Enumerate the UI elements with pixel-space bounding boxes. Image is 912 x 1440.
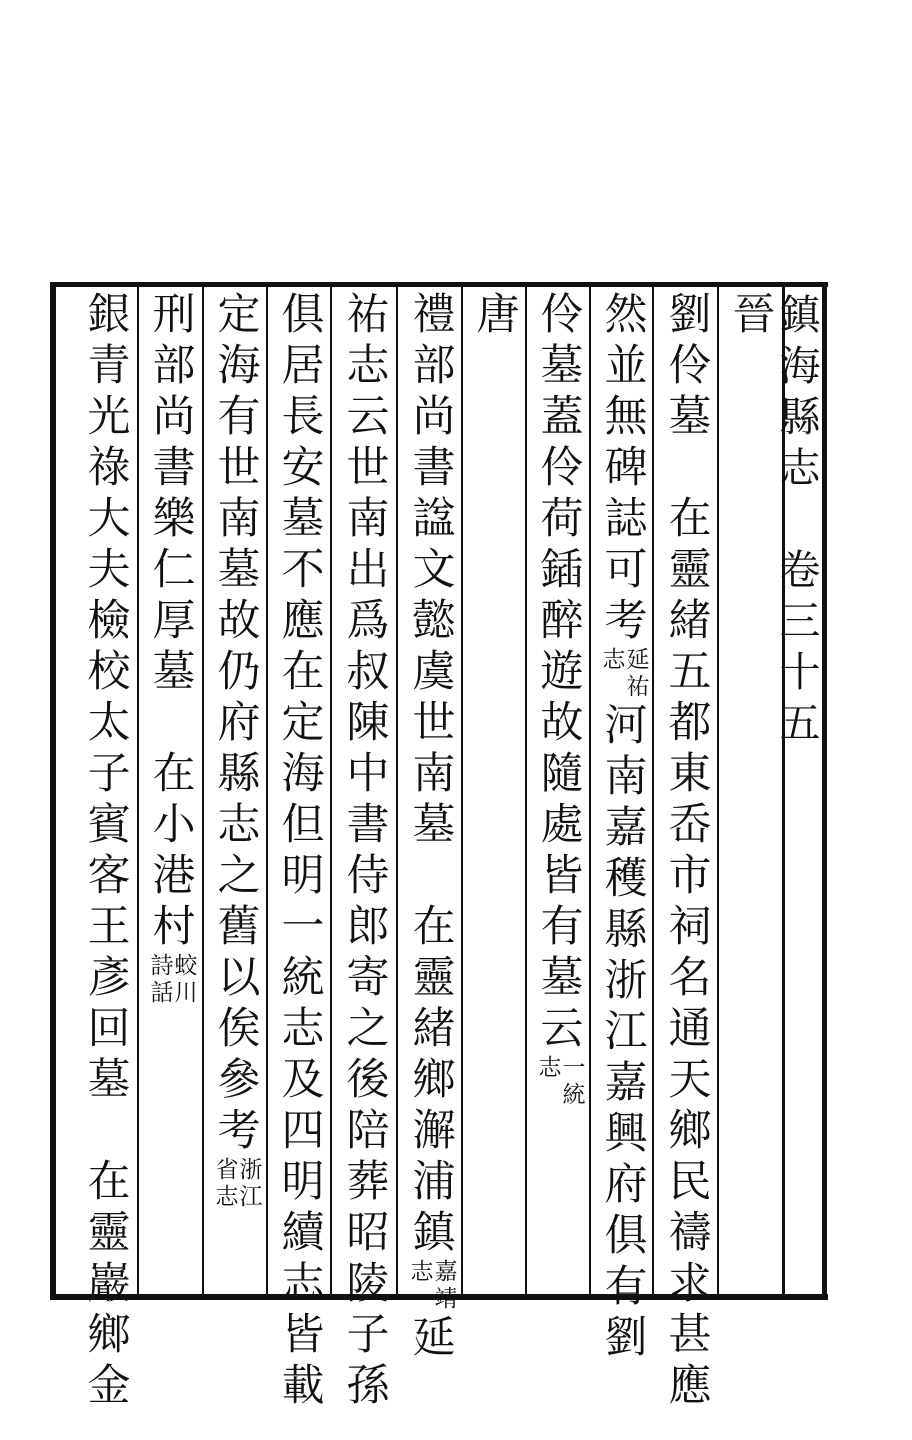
source-note-yanyou-zhi: [600, 647, 652, 701]
text-glyph: 市: [668, 851, 712, 901]
text-glyph: 舊: [217, 902, 261, 952]
text-glyph: 墓: [152, 647, 196, 697]
text-glyph: 墓: [668, 392, 712, 442]
text-glyph: 南: [604, 752, 648, 802]
text-glyph: 一: [281, 902, 325, 952]
text-glyph: 並: [604, 341, 648, 391]
text-glyph: 子: [87, 749, 131, 799]
note-subcolumn: [410, 1259, 434, 1313]
entry-liu-ling-tomb: [664, 290, 716, 1412]
text-glyph: 南: [217, 494, 261, 544]
text-glyph: 皆: [281, 1310, 325, 1360]
text-glyph: 墓: [540, 953, 584, 1003]
text-glyph: 鍤: [540, 545, 584, 595]
text-glyph: 以: [217, 953, 261, 1003]
column-rule: [717, 287, 719, 1294]
text-glyph: 銀: [87, 290, 131, 340]
note-glyph: 靖: [434, 1286, 458, 1312]
entry-wang-yanhui-tomb: [83, 290, 135, 1412]
text-glyph: 仁: [152, 545, 196, 595]
text-glyph: 岙: [668, 800, 712, 850]
text-glyph: 無: [604, 392, 648, 442]
note-glyph: 延: [626, 647, 650, 673]
frame-left-border: [50, 282, 56, 1300]
note-subcolumn: [239, 1157, 263, 1211]
note-glyph: 嘉: [434, 1259, 458, 1285]
text-glyph: 書: [412, 443, 456, 493]
text-glyph: 伶: [540, 443, 584, 493]
text-glyph: 隨: [540, 749, 584, 799]
text-glyph: 港: [152, 851, 196, 901]
source-note-yitong-zhi: [536, 1055, 588, 1109]
text-glyph: 四: [281, 1106, 325, 1156]
text-glyph: 在: [152, 749, 196, 799]
text-glyph: 伶: [540, 290, 584, 340]
text-glyph: 志: [217, 800, 261, 850]
text-glyph: 續: [281, 1208, 325, 1258]
note-subcolumn: [562, 1055, 586, 1109]
text-glyph: 安: [281, 443, 325, 493]
note-glyph: 浙: [239, 1157, 263, 1183]
text-glyph: 唐: [476, 290, 520, 340]
text-glyph: 參: [217, 1055, 261, 1105]
text-glyph: 碑: [604, 443, 648, 493]
entry-yu-shinan-end: [213, 290, 265, 1211]
text-glyph: 縣: [779, 393, 821, 441]
column-rule: [396, 287, 398, 1294]
text-glyph: 村: [152, 902, 196, 952]
text-glyph: 王: [87, 902, 131, 952]
text-glyph: 檢: [87, 596, 131, 646]
entry-yu-shinan-continued-2: [277, 290, 329, 1412]
text-glyph: 志: [281, 1004, 325, 1054]
text-glyph: 三: [779, 597, 821, 645]
text-glyph: 昭: [346, 1208, 390, 1258]
text-glyph: 文: [412, 545, 456, 595]
text-glyph: 俱: [281, 290, 325, 340]
text-glyph: 鄉: [668, 1106, 712, 1156]
text-glyph: 部: [412, 341, 456, 391]
note-glyph: 蛟: [174, 953, 198, 979]
note-subcolumn: [538, 1055, 562, 1109]
text-glyph: 陳: [346, 698, 390, 748]
text-glyph: 南: [346, 494, 390, 544]
text-glyph: 禱: [668, 1208, 712, 1258]
text-glyph: 云: [346, 392, 390, 442]
column-rule: [589, 287, 591, 1294]
text-glyph: 靈: [412, 953, 456, 1003]
text-glyph: 之: [217, 851, 261, 901]
text-glyph: 浦: [412, 1157, 456, 1207]
column-rule: [461, 287, 463, 1294]
text-glyph: 世: [346, 443, 390, 493]
text-glyph: 志: [346, 341, 390, 391]
text-glyph: 不: [281, 545, 325, 595]
text-glyph: 樂: [152, 494, 196, 544]
text-glyph: 民: [668, 1157, 712, 1207]
text-glyph: 應: [668, 1361, 712, 1411]
text-glyph: 在: [281, 647, 325, 697]
text-glyph: 府: [604, 1160, 648, 1210]
text-glyph: 載: [281, 1361, 325, 1411]
text-glyph: 故: [540, 698, 584, 748]
note-subcolumn: [150, 953, 174, 1007]
text-glyph: 醉: [540, 596, 584, 646]
text-glyph: 定: [217, 290, 261, 340]
text-glyph: 蓋: [540, 392, 584, 442]
column-rule: [266, 287, 268, 1294]
text-glyph: 祿: [87, 443, 131, 493]
note-glyph: 詩: [150, 953, 174, 979]
text-glyph: 東: [668, 749, 712, 799]
text-glyph: 出: [346, 545, 390, 595]
text-glyph: 海: [779, 342, 821, 390]
text-glyph: 延: [412, 1313, 456, 1363]
text-glyph: 但: [281, 800, 325, 850]
source-note-jiaochuan-shihua: [148, 953, 200, 1007]
text-glyph: 夫: [87, 545, 131, 595]
text-glyph: 江: [604, 1007, 648, 1057]
text-glyph: 寄: [346, 953, 390, 1003]
dynasty-heading-jin: [728, 290, 780, 341]
text-glyph: 定: [281, 698, 325, 748]
text-glyph: 尚: [152, 392, 196, 442]
text-glyph: 在: [412, 902, 456, 952]
text-glyph: 伶: [668, 341, 712, 391]
text-glyph: 鄉: [412, 1055, 456, 1105]
text-glyph: 通: [668, 1004, 712, 1054]
column-rule: [652, 287, 654, 1294]
text-glyph: 天: [668, 1055, 712, 1105]
text-glyph: 緒: [668, 596, 712, 646]
text-glyph: 爲: [346, 596, 390, 646]
note-glyph: 省: [215, 1157, 239, 1183]
text-glyph: 墓: [281, 494, 325, 544]
text-glyph: 祠: [668, 902, 712, 952]
note-glyph: 統: [562, 1082, 586, 1108]
text-glyph: 巖: [87, 1259, 131, 1309]
note-subcolumn: [215, 1157, 239, 1211]
text-glyph: 都: [668, 698, 712, 748]
entry-liu-ling-end: [536, 290, 588, 1109]
text-glyph: 明: [281, 851, 325, 901]
note-subcolumn: [434, 1259, 458, 1313]
source-note-jiajing-zhi: [408, 1259, 460, 1313]
text-glyph: 甚: [668, 1310, 712, 1360]
text-glyph: 皆: [540, 851, 584, 901]
text-glyph: 嘉: [604, 1058, 648, 1108]
text-glyph: 考: [217, 1106, 261, 1156]
text-glyph: 有: [540, 902, 584, 952]
note-glyph: 話: [150, 980, 174, 1006]
text-glyph: 祐: [346, 290, 390, 340]
text-glyph: 客: [87, 851, 131, 901]
text-glyph: 鎮: [412, 1208, 456, 1258]
text-glyph: 有: [604, 1262, 648, 1312]
text-glyph: 彥: [87, 953, 131, 1003]
text-glyph: 書: [152, 443, 196, 493]
text-glyph: 穫: [604, 854, 648, 904]
text-glyph: 故: [217, 596, 261, 646]
text-glyph: 墓: [87, 1055, 131, 1105]
text-glyph: 大: [87, 494, 131, 544]
entry-yu-shinan-tomb: [408, 290, 460, 1364]
text-glyph: 葬: [346, 1157, 390, 1207]
frame-top-border: [50, 282, 828, 287]
text-glyph: 刑: [152, 290, 196, 340]
text-glyph: 諡: [412, 494, 456, 544]
text-glyph: 青: [87, 341, 131, 391]
column-rule: [525, 287, 527, 1294]
text-glyph: 劉: [604, 1313, 648, 1363]
column-rule: [137, 287, 139, 1294]
text-glyph: 五: [779, 699, 821, 747]
text-glyph: 俱: [604, 1211, 648, 1261]
text-glyph: 晉: [732, 290, 776, 340]
note-glyph: 祐: [626, 674, 650, 700]
text-glyph: 縣: [217, 749, 261, 799]
text-glyph: 居: [281, 341, 325, 391]
text-glyph: 俟: [217, 1004, 261, 1054]
text-glyph: 名: [668, 953, 712, 1003]
note-glyph: 志: [215, 1184, 239, 1210]
text-glyph: 志: [281, 1259, 325, 1309]
text-glyph: 十: [779, 648, 821, 696]
text-glyph: 縣: [604, 905, 648, 955]
text-glyph: 及: [281, 1055, 325, 1105]
text-glyph: 海: [217, 341, 261, 391]
text-glyph: 墓: [217, 545, 261, 595]
text-glyph: 考: [604, 596, 648, 646]
text-glyph: 部: [152, 341, 196, 391]
text-glyph: 校: [87, 647, 131, 697]
text-glyph: 回: [87, 1004, 131, 1054]
volume-label: [774, 545, 826, 749]
text-glyph: 叔: [346, 647, 390, 697]
text-glyph: 子: [346, 1310, 390, 1360]
text-glyph: 府: [217, 698, 261, 748]
note-subcolumn: [174, 953, 198, 1007]
note-glyph: 志: [538, 1055, 562, 1081]
text-glyph: 太: [87, 698, 131, 748]
note-glyph: 川: [174, 980, 198, 1006]
text-glyph: 仍: [217, 647, 261, 697]
text-glyph: 統: [281, 953, 325, 1003]
text-glyph: 陪: [346, 1106, 390, 1156]
text-glyph: 有: [217, 392, 261, 442]
text-glyph: 中: [346, 749, 390, 799]
text-glyph: 靈: [668, 545, 712, 595]
text-glyph: 興: [604, 1109, 648, 1159]
entry-le-renhou-tomb: [148, 290, 200, 1007]
text-glyph: 在: [668, 494, 712, 544]
note-subcolumn: [626, 647, 650, 701]
text-glyph: 禮: [412, 290, 456, 340]
note-glyph: 志: [602, 647, 626, 673]
text-glyph: 誌: [604, 494, 648, 544]
text-glyph: 虞: [412, 647, 456, 697]
text-glyph: 澥: [412, 1106, 456, 1156]
text-glyph: 金: [87, 1361, 131, 1411]
text-glyph: 求: [668, 1259, 712, 1309]
text-glyph: 墓: [412, 800, 456, 850]
note-glyph: 志: [410, 1259, 434, 1285]
text-glyph: 荷: [540, 494, 584, 544]
text-glyph: 孫: [346, 1361, 390, 1411]
note-glyph: 江: [239, 1184, 263, 1210]
dynasty-heading-tang: [472, 290, 524, 341]
text-glyph: 在: [87, 1157, 131, 1207]
text-glyph: 小: [152, 800, 196, 850]
text-glyph: 南: [412, 749, 456, 799]
text-glyph: 嘉: [604, 803, 648, 853]
text-glyph: 陵: [346, 1259, 390, 1309]
text-glyph: 然: [604, 290, 648, 340]
text-glyph: 之: [346, 1004, 390, 1054]
text-glyph: 劉: [668, 290, 712, 340]
text-glyph: 處: [540, 800, 584, 850]
text-glyph: 侍: [346, 851, 390, 901]
text-glyph: 書: [346, 800, 390, 850]
text-glyph: 世: [217, 443, 261, 493]
note-glyph: 一: [562, 1055, 586, 1081]
book-title: [774, 290, 826, 494]
text-glyph: 郎: [346, 902, 390, 952]
text-glyph: 光: [87, 392, 131, 442]
text-glyph: 靈: [87, 1208, 131, 1258]
text-glyph: 河: [604, 701, 648, 751]
text-glyph: 賓: [87, 800, 131, 850]
text-glyph: 墓: [540, 341, 584, 391]
page-header-column: [774, 290, 826, 749]
text-glyph: 卷: [779, 546, 821, 594]
text-glyph: 鄉: [87, 1310, 131, 1360]
text-glyph: 懿: [412, 596, 456, 646]
note-subcolumn: [602, 647, 626, 701]
column-rule: [202, 287, 204, 1294]
text-glyph: 長: [281, 392, 325, 442]
text-glyph: 海: [281, 749, 325, 799]
text-glyph: 厚: [152, 596, 196, 646]
text-glyph: 後: [346, 1055, 390, 1105]
source-note-zhejiang-shengzhi: [213, 1157, 265, 1211]
text-glyph: 可: [604, 545, 648, 595]
entry-liu-ling-continued: [600, 290, 652, 1364]
text-glyph: 緒: [412, 1004, 456, 1054]
text-glyph: 尚: [412, 392, 456, 442]
entry-yu-shinan-continued: [342, 290, 394, 1412]
text-glyph: 五: [668, 647, 712, 697]
text-glyph: 遊: [540, 647, 584, 697]
text-glyph: 浙: [604, 956, 648, 1006]
text-glyph: 志: [779, 444, 821, 492]
text-glyph: 應: [281, 596, 325, 646]
column-rule: [330, 287, 332, 1294]
text-glyph: 明: [281, 1157, 325, 1207]
text-glyph: 云: [540, 1004, 584, 1054]
text-glyph: 世: [412, 698, 456, 748]
text-glyph: 鎮: [779, 291, 821, 339]
